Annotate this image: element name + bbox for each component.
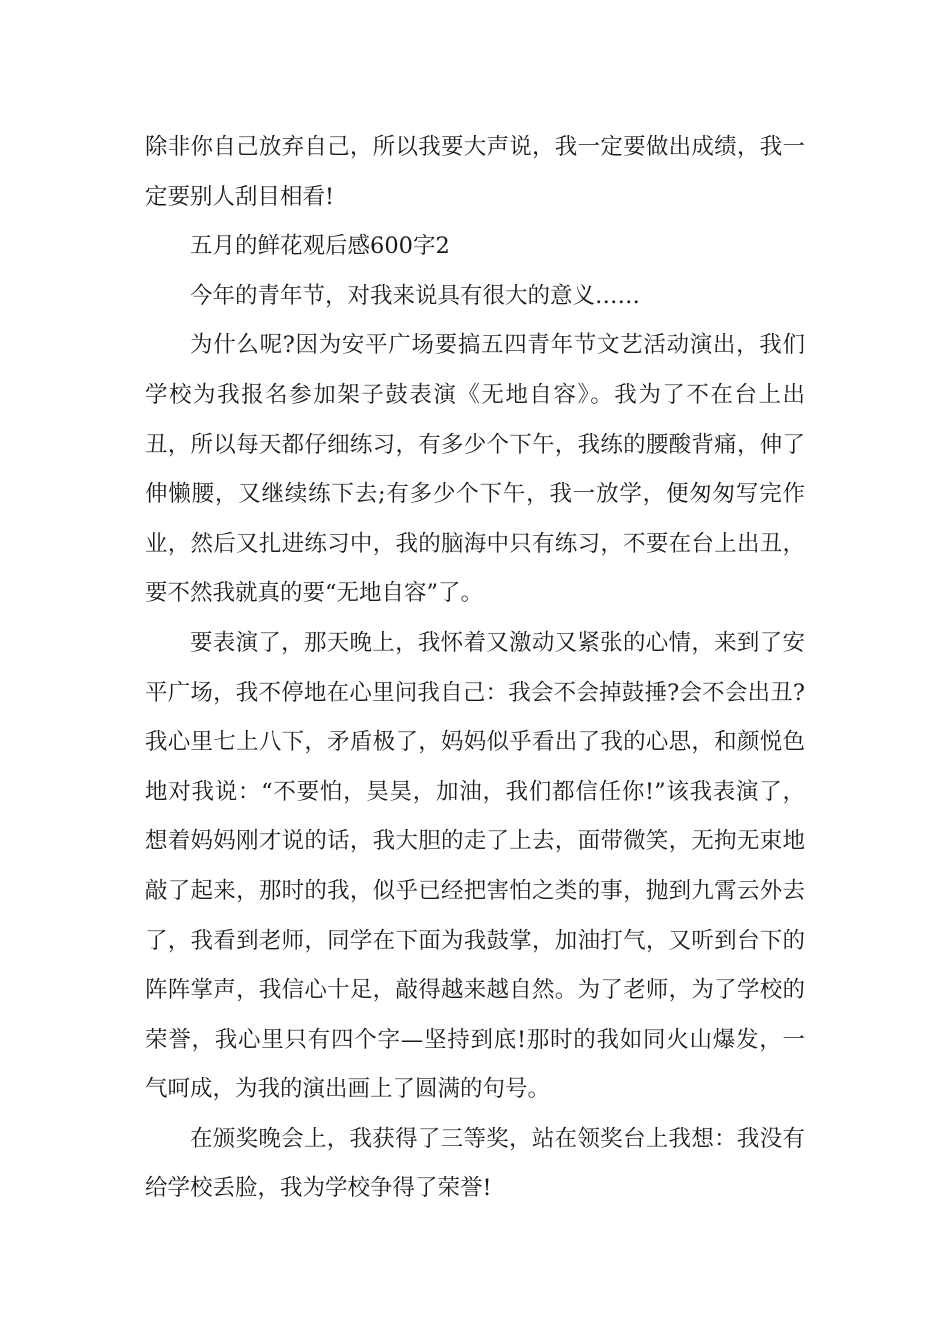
paragraph-5: 在颁奖晚会上，我获得了三等奖，站在领奖台上我想：我没有给学校丢脸，我为学校争得了荣誉! xyxy=(145,1125,805,1202)
paragraph-4: 要表演了，那天晚上，我怀着又激动又紧张的心情，来到了安平广场，我不停地在心里问我自己：我会不会掉鼓捶?会不会出丑?我心里七上八下，矛盾极了，妈妈似乎看出了我的心思，和颜悦色地对我说：“不要怕，昊昊，加油，我们都信任你!”该我表演了，想着妈妈刚才说的话，我大胆的走了上去，面带微笑，无拘无束地敲了起来，那时的我，似乎已经把害怕之类的事，抛到九霄云外去了，我看到老师，同学在下面为我鼓掌，加油打气，又听到台下的阵阵掌声，我信心十足，敲得越来越自然。为了老师，为了学校的荣誉，我心里只有四个字—坚持到底!那时的我如同火山爆发，一气呵成，为我的演出画上了圆满的句号。 xyxy=(145,629,805,1103)
section-heading: 五月的鲜花观后感600字2 xyxy=(190,233,450,260)
document-body xyxy=(145,123,805,1214)
paragraph-3: 为什么呢?因为安平广场要搞五四青年节文艺活动演出，我们学校为我报名参加架子鼓表演《无地自容》。我为了不在台上出丑，所以每天都仔细练习，有多少个下午，我练的腰酸背痛，伸了伸懒腰，又继续练下去;有多少个下午，我一放学，便匆匆写完作业，然后又扎进练习中，我的脑海中只有练习，不要在台上出丑，要不然我就真的要“无地自容”了。 xyxy=(145,332,805,607)
paragraph-1: 除非你自己放弃自己，所以我要大声说，我一定要做出成绩，我一定要别人刮目相看! xyxy=(145,134,805,210)
paragraph-2: 今年的青年节，对我来说具有很大的意义…… xyxy=(190,282,641,309)
